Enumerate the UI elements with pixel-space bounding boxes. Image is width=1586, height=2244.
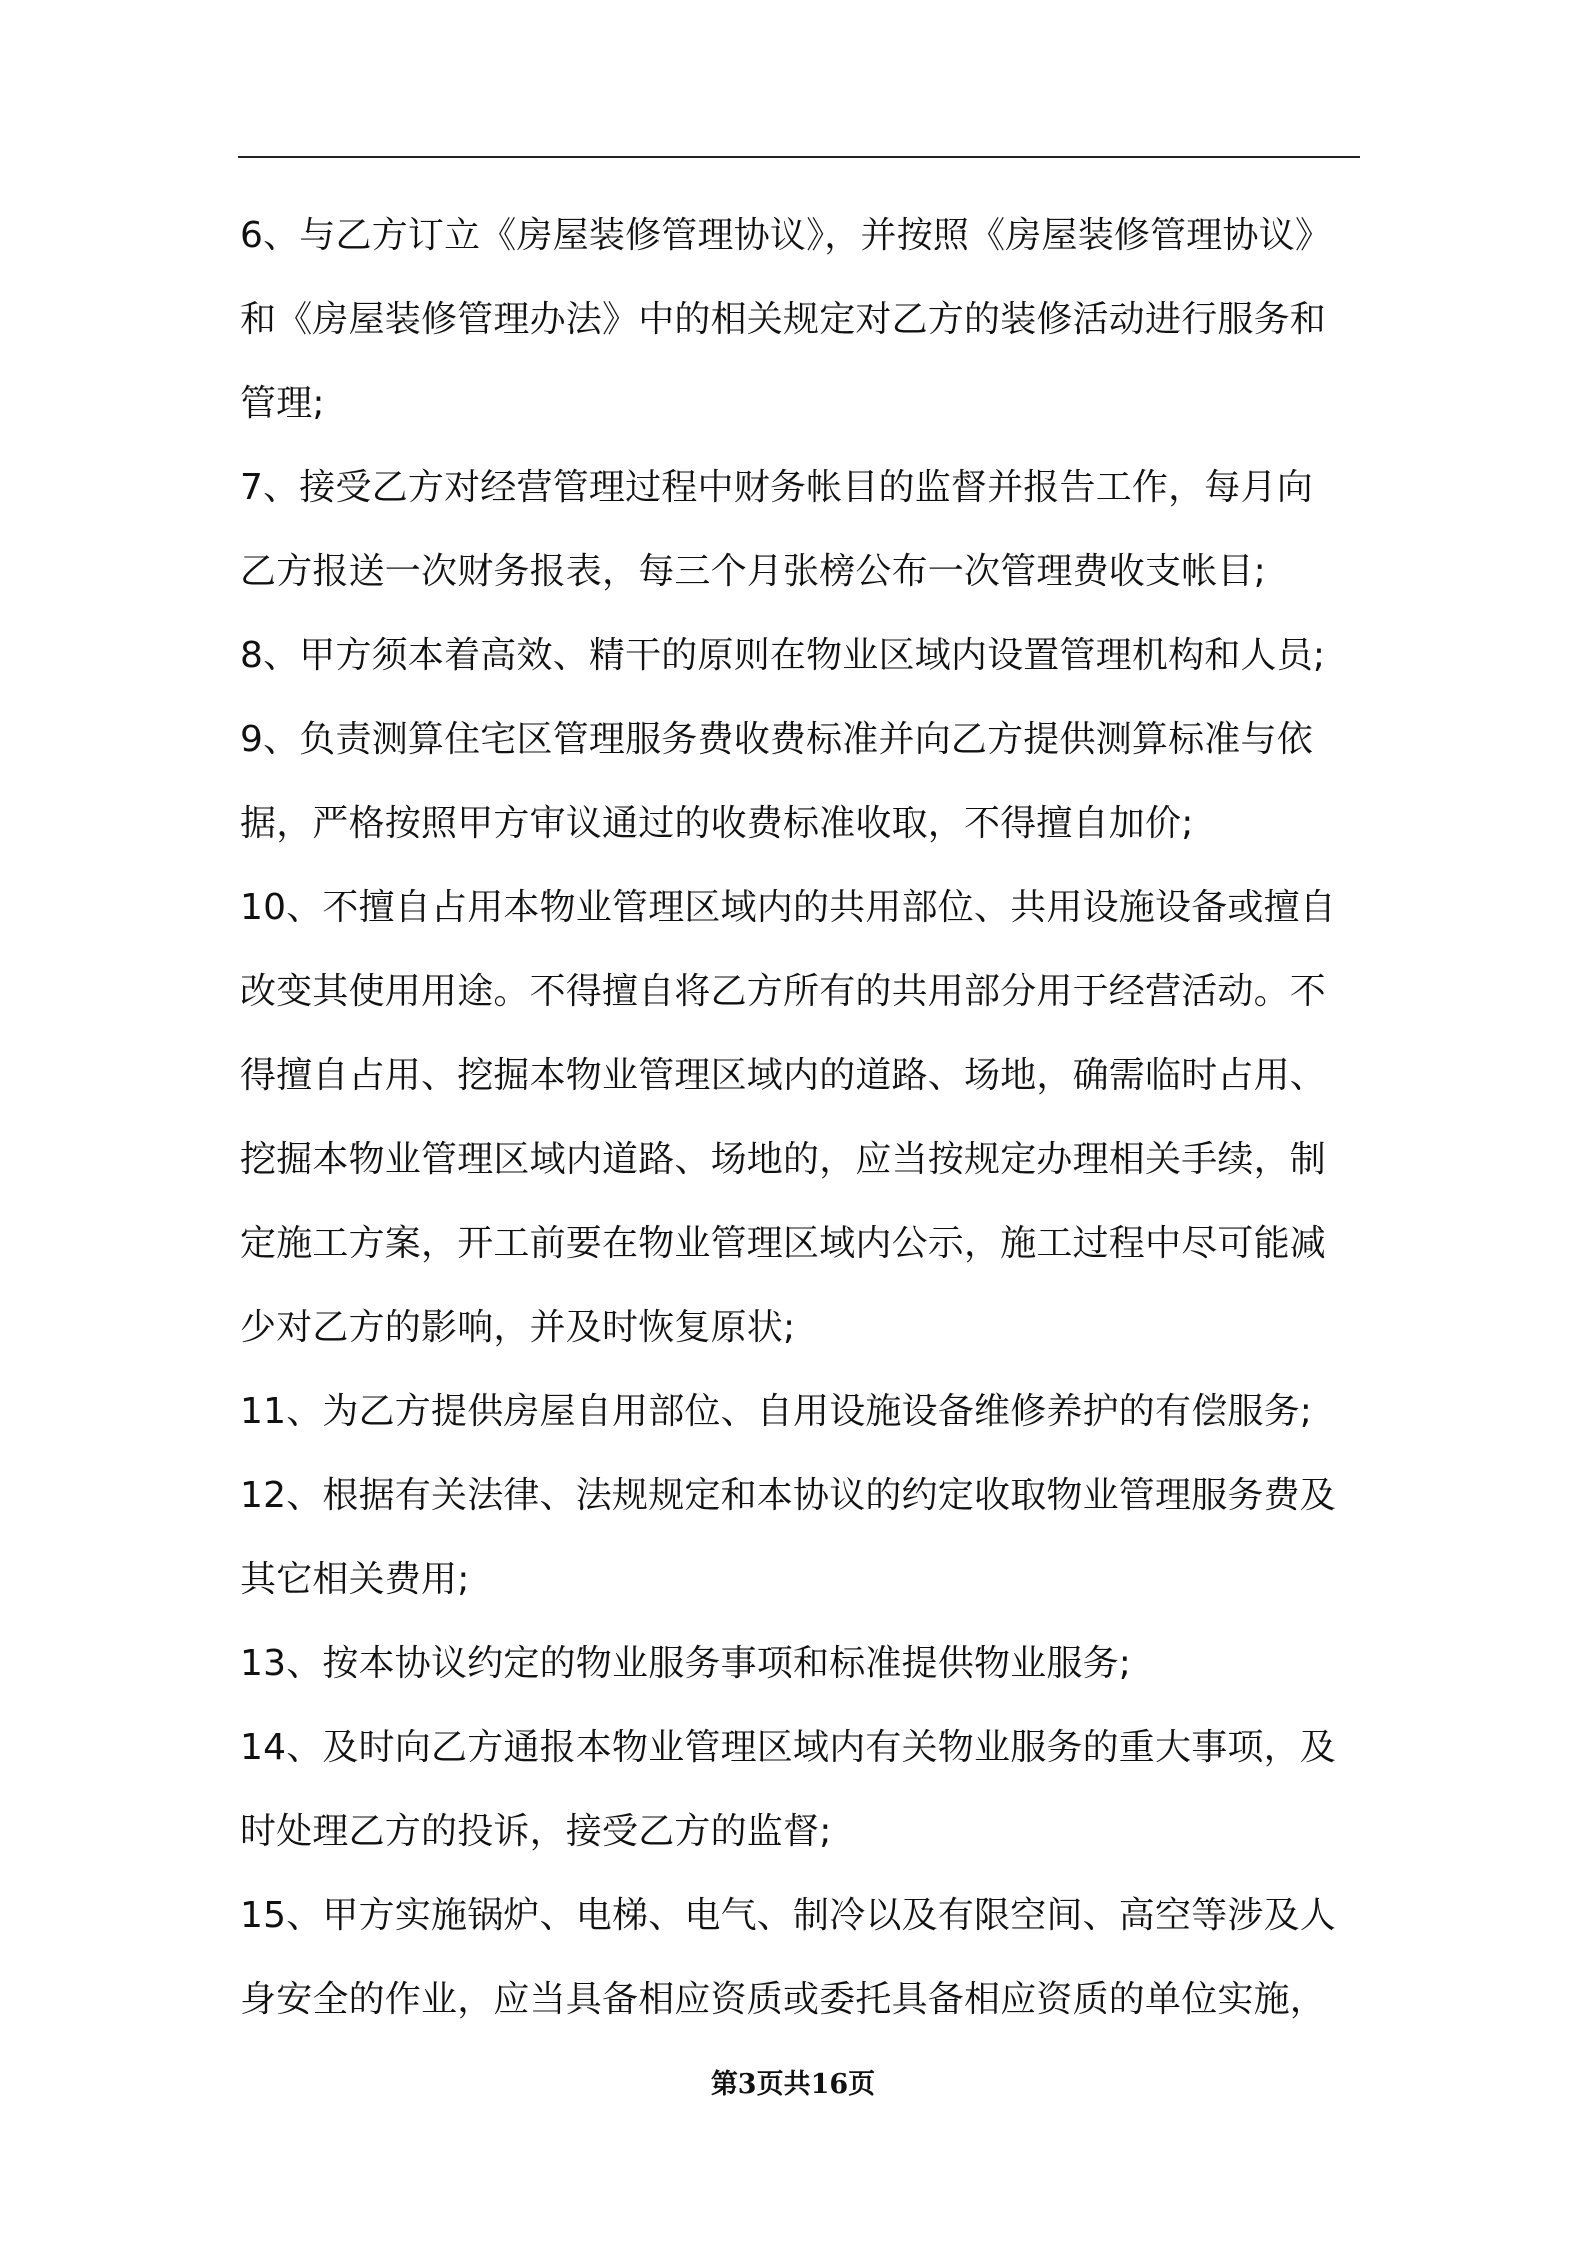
text-line: 得擅自占用、挖掘本物业管理区域内的道路、场地，确需临时占用、 [240,1055,1327,1096]
text-line: 据，严格按照甲方审议通过的收费标准收取，不得擅自加价; [240,803,1194,844]
text-line: 7、接受乙方对经营管理过程中财务帐目的监督并报告工作，每月向 [240,467,1313,508]
clause-6 [240,194,1365,446]
text-line: 13、按本协议约定的物业服务事项和标准提供物业服务; [240,1643,1132,1684]
clause-14 [240,1706,1365,1874]
text-line: 15、甲方实施锅炉、电梯、电气、制冷以及有限空间、高空等涉及人 [240,1895,1337,1936]
text-line: 14、及时向乙方通报本物业管理区域内有关物业服务的重大事项，及 [240,1727,1337,1768]
text-line: 12、根据有关法律、法规规定和本协议的约定收取物业管理服务费及 [240,1475,1337,1516]
text-line: 9、负责测算住宅区管理服务费收费标准并向乙方提供测算标准与依 [240,719,1313,760]
clause-11 [240,1370,1365,1454]
text-line: 挖掘本物业管理区域内道路、场地的，应当按规定办理相关手续，制 [240,1139,1327,1180]
text-line: 管理; [240,383,325,424]
clause-12 [240,1454,1365,1622]
clause-9 [240,698,1365,866]
clause-15 [240,1874,1365,2042]
clause-8 [240,614,1365,698]
text-line: 少对乙方的影响，并及时恢复原状; [240,1307,796,1348]
text-line: 时处理乙方的投诉，接受乙方的监督; [240,1811,832,1852]
header-rule [238,156,1360,158]
page-number-footer: 第3页共16页 [710,2069,876,2100]
text-line: 身安全的作业，应当具备相应资质或委托具备相应资质的单位实施， [240,1979,1327,2020]
text-line: 定施工方案，开工前要在物业管理区域内公示，施工过程中尽可能减 [240,1223,1327,1264]
text-line: 和《房屋装修管理办法》中的相关规定对乙方的装修活动进行服务和 [240,299,1327,340]
clause-10 [240,866,1365,1370]
text-line: 乙方报送一次财务报表，每三个月张榜公布一次管理费收支帐目; [240,551,1266,592]
document-body [240,194,1365,2042]
text-line: 其它相关费用; [240,1559,470,1600]
text-line: 改变其使用用途。不得擅自将乙方所有的共用部分用于经营活动。不 [240,971,1327,1012]
text-line: 6、与乙方订立《房屋装修管理协议》，并按照《房屋装修管理协议》 [240,215,1332,256]
clause-13 [240,1622,1365,1706]
clause-7 [240,446,1365,614]
text-line: 10、不擅自占用本物业管理区域内的共用部位、共用设施设备或擅自 [240,887,1337,928]
text-line: 8、甲方须本着高效、精干的原则在物业区域内设置管理机构和人员; [240,635,1326,676]
text-line: 11、为乙方提供房屋自用部位、自用设施设备维修养护的有偿服务; [240,1391,1313,1432]
